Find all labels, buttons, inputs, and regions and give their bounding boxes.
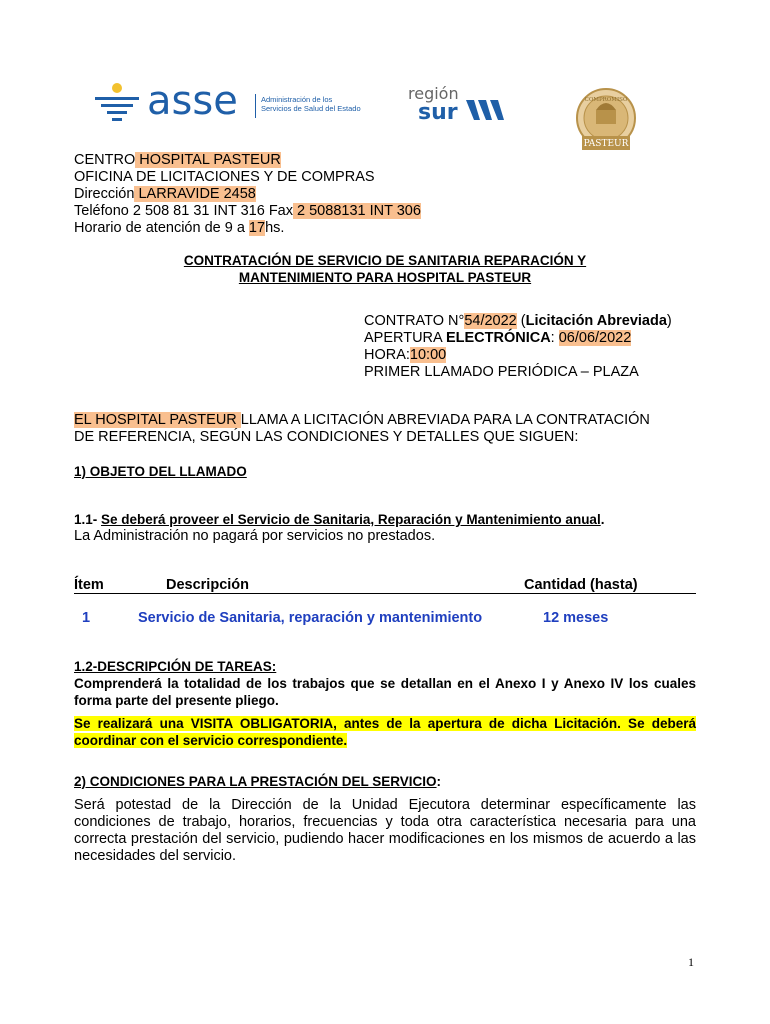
header-center-label: CENTRO [74, 152, 136, 168]
contract-number-label: CONTRATO N° [364, 313, 465, 329]
header-fax-value: 2 5088131 INT 306 [293, 203, 421, 219]
asse-separator [255, 94, 256, 118]
opening-date: 06/06/2022 [558, 330, 632, 346]
mandatory-visit-text: Se realizará una VISITA OBLIGATORIA, antes de la apertura de dicha Licitación. Se deberá coordinar con el servicio correspondiente. [74, 716, 696, 748]
hour-line [364, 347, 446, 364]
section-2-paragraph: Será potestad de la Dirección de la Unidad Ejecutora determinar específicamente las condiciones de trabajo, horarios, frecuencias y toda otra característica necesaria para una correcta prestación del servicio, pudiendo hacer modificaciones en los mismos de acuerdo a las necesidades del servicio. [74, 797, 696, 864]
sur-chevrons-icon [466, 100, 506, 124]
table-header-item: Ítem [74, 577, 104, 593]
page-number: 1 [688, 955, 694, 969]
contract-type: Licitación Abreviada [525, 313, 667, 329]
opening-label: APERTURA [364, 330, 446, 346]
item-1-1-text: Se deberá proveer el Servicio de Sanitaria, Reparación y Mantenimiento anual [101, 512, 601, 527]
seal-emblem-icon [568, 88, 644, 154]
contract-paren-open: ( [516, 313, 526, 329]
intro-hospital-name: EL HOSPITAL PASTEUR [74, 412, 241, 428]
compromiso-pasteur-seal [568, 88, 644, 154]
contract-number-line [364, 313, 672, 330]
header-address-label: Dirección [74, 186, 135, 202]
header-office-line: OFICINA DE LICITACIONES Y DE COMPRAS [74, 169, 375, 185]
table-header-description: Descripción [166, 577, 249, 593]
item-1-1-number: 1.1- [74, 512, 102, 527]
header-phone-label: Teléfono 2 508 81 31 INT 316 Fax [74, 203, 293, 219]
intro-line-2: DE REFERENCIA, SEGÚN LAS CONDICIONES Y DETALLES QUE SIGUEN: [74, 429, 579, 445]
section-1-heading: 1) OBJETO DEL LLAMADO [74, 464, 247, 479]
asse-sun-icon [93, 80, 147, 130]
hour-value: 10:00 [409, 347, 447, 363]
intro-call-text: LLAMA A LICITACIÓN ABREVIADA PARA LA CONTRATACIÓN [240, 412, 650, 428]
opening-colon: : [550, 330, 559, 346]
header-center-name: HOSPITAL PASTEUR [135, 152, 281, 168]
asse-subtitle [261, 95, 361, 113]
header-hours-label: Horario de atención de 9 a [74, 220, 249, 236]
section-2-heading-colon: : [436, 774, 442, 789]
header-address-line [74, 186, 256, 203]
asse-subtitle-line-1: Administración de los [261, 95, 333, 104]
region-label: región [408, 84, 459, 103]
intro-line-1 [74, 412, 650, 429]
region-sur-logo [408, 84, 518, 130]
document-title-line-2: MANTENIMIENTO PARA HOSPITAL PASTEUR [238, 270, 532, 285]
section-2-heading: 2) CONDICIONES PARA LA PRESTACIÓN DEL SERVICIO [74, 774, 437, 789]
opening-line [364, 330, 631, 347]
header-center-line [74, 152, 281, 169]
table-header-quantity: Cantidad (hasta) [524, 577, 638, 593]
contract-number-value: 54/2022 [464, 313, 517, 329]
table-row-description: Servicio de Sanitaria, reparación y mantenimiento [138, 610, 483, 626]
section-1-2-heading: 1.2-DESCRIPCIÓN DE TAREAS: [74, 659, 277, 674]
header-hours-suffix: hs. [265, 220, 285, 236]
table-row-quantity: 12 meses [543, 610, 609, 626]
seal-top-text: COMPROMISO [584, 97, 628, 103]
item-1-1-line [74, 511, 604, 528]
header-phone-line [74, 203, 421, 220]
hour-label: HORA: [364, 347, 410, 363]
header-address-value: LARRAVIDE 2458 [134, 186, 256, 202]
asse-logo [93, 80, 383, 130]
document-title-line-1: CONTRATACIÓN DE SERVICIO DE SANITARIA REPARACIÓN Y [183, 253, 587, 268]
item-1-1-period: . [600, 512, 605, 527]
header-hours-line [74, 220, 284, 237]
sur-label: sur [418, 100, 458, 125]
section-1-2-paragraph-2 [74, 715, 696, 749]
asse-wordmark: asse [147, 78, 238, 124]
header-hours-end: 17 [248, 220, 266, 236]
seal-bottom-text: PASTEUR [583, 139, 629, 149]
asse-subtitle-line-2: Servicios de Salud del Estado [261, 104, 361, 113]
call-type-line: PRIMER LLAMADO PERIÓDICA – PLAZA [364, 364, 639, 380]
table-header-rule [74, 593, 696, 594]
table-row-item: 1 [82, 610, 91, 626]
section-2-heading-line [74, 773, 441, 790]
item-1-1-note: La Administración no pagará por servicios no prestados. [74, 528, 436, 544]
opening-mode: ELECTRÓNICA [445, 330, 551, 346]
section-1-2-paragraph-1: Comprenderá la totalidad de los trabajos que se detallan en el Anexo I y Anexo IV los cuales forma parte del presente pliego. [74, 676, 696, 708]
contract-paren-close: ) [666, 313, 672, 329]
